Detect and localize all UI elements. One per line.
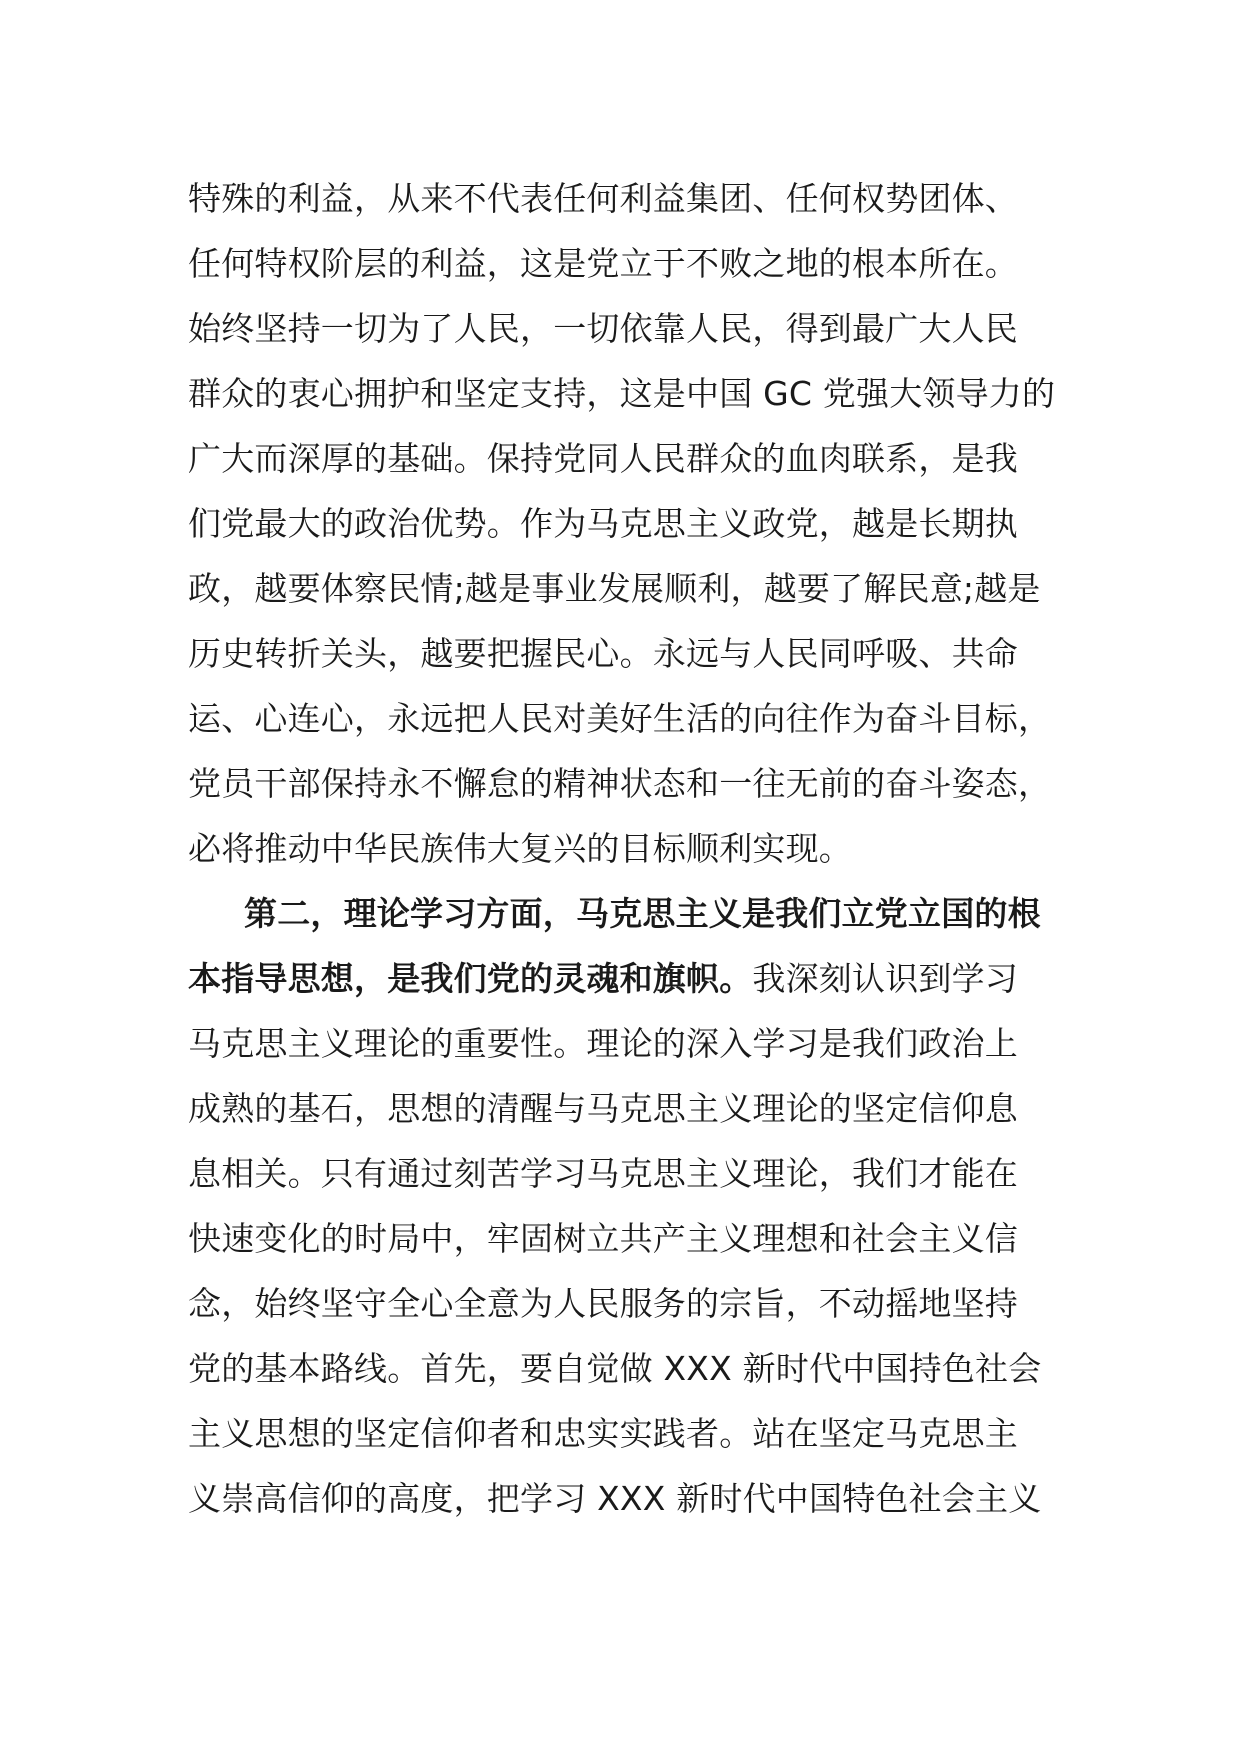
text-line: 们党最大的政治优势。作为马克思主义政党，越是长期执 [188, 504, 1018, 543]
document-body [188, 166, 1068, 1531]
text-line: 必将推动中华民族伟大复兴的目标顺利实现。 [188, 829, 852, 868]
text-line: 始终坚持一切为了人民，一切依靠人民，得到最广大人民 [188, 309, 1018, 348]
text-line: 群众的衷心拥护和坚定支持，这是中国 GC 党强大领导力的 [188, 374, 1056, 413]
paragraph-1 [188, 166, 1068, 881]
text-line: 马克思主义理论的重要性。理论的深入学习是我们政治上 [188, 1024, 1018, 1063]
text-line: 广大而深厚的基础。保持党同人民群众的血肉联系，是我 [188, 439, 1018, 478]
text-line: 政，越要体察民情;越是事业发展顺利，越要了解民意;越是 [188, 569, 1041, 608]
text-line: 义崇高信仰的高度，把学习 XXX 新时代中国特色社会主义 [188, 1479, 1042, 1518]
text-line: 历史转折关头，越要把握民心。永远与人民同呼吸、共命 [188, 634, 1018, 673]
text-line: 快速变化的时局中，牢固树立共产主义理想和社会主义信 [188, 1219, 1018, 1258]
text-line: 息相关。只有通过刻苦学习马克思主义理论，我们才能在 [188, 1154, 1018, 1193]
text-run: 我深刻认识到学习 [752, 959, 1019, 998]
text-line: 运、心连心，永远把人民对美好生活的向往作为奋斗目标， [188, 699, 1052, 738]
text-line: 党员干部保持永不懈怠的精神状态和一往无前的奋斗姿态， [188, 764, 1052, 803]
section-heading-line: 第二，理论学习方面，马克思主义是我们立党立国的根 [244, 894, 1041, 933]
text-line: 主义思想的坚定信仰者和忠实实践者。站在坚定马克思主 [188, 1414, 1018, 1453]
paragraph-2 [188, 881, 1068, 1531]
section-heading-end: 本指导思想，是我们党的灵魂和旗帜。 [188, 959, 753, 998]
text-line: 成熟的基石，思想的清醒与马克思主义理论的坚定信仰息 [188, 1089, 1018, 1128]
text-line: 念，始终坚守全心全意为人民服务的宗旨，不动摇地坚持 [188, 1284, 1018, 1323]
text-line: 任何特权阶层的利益，这是党立于不败之地的根本所在。 [188, 244, 1018, 283]
text-line: 党的基本路线。首先，要自觉做 XXX 新时代中国持色社会 [188, 1349, 1042, 1388]
text-line: 特殊的利益，从来不代表任何利益集团、任何权势团体、 [188, 179, 1018, 218]
text-line [188, 946, 1068, 1011]
